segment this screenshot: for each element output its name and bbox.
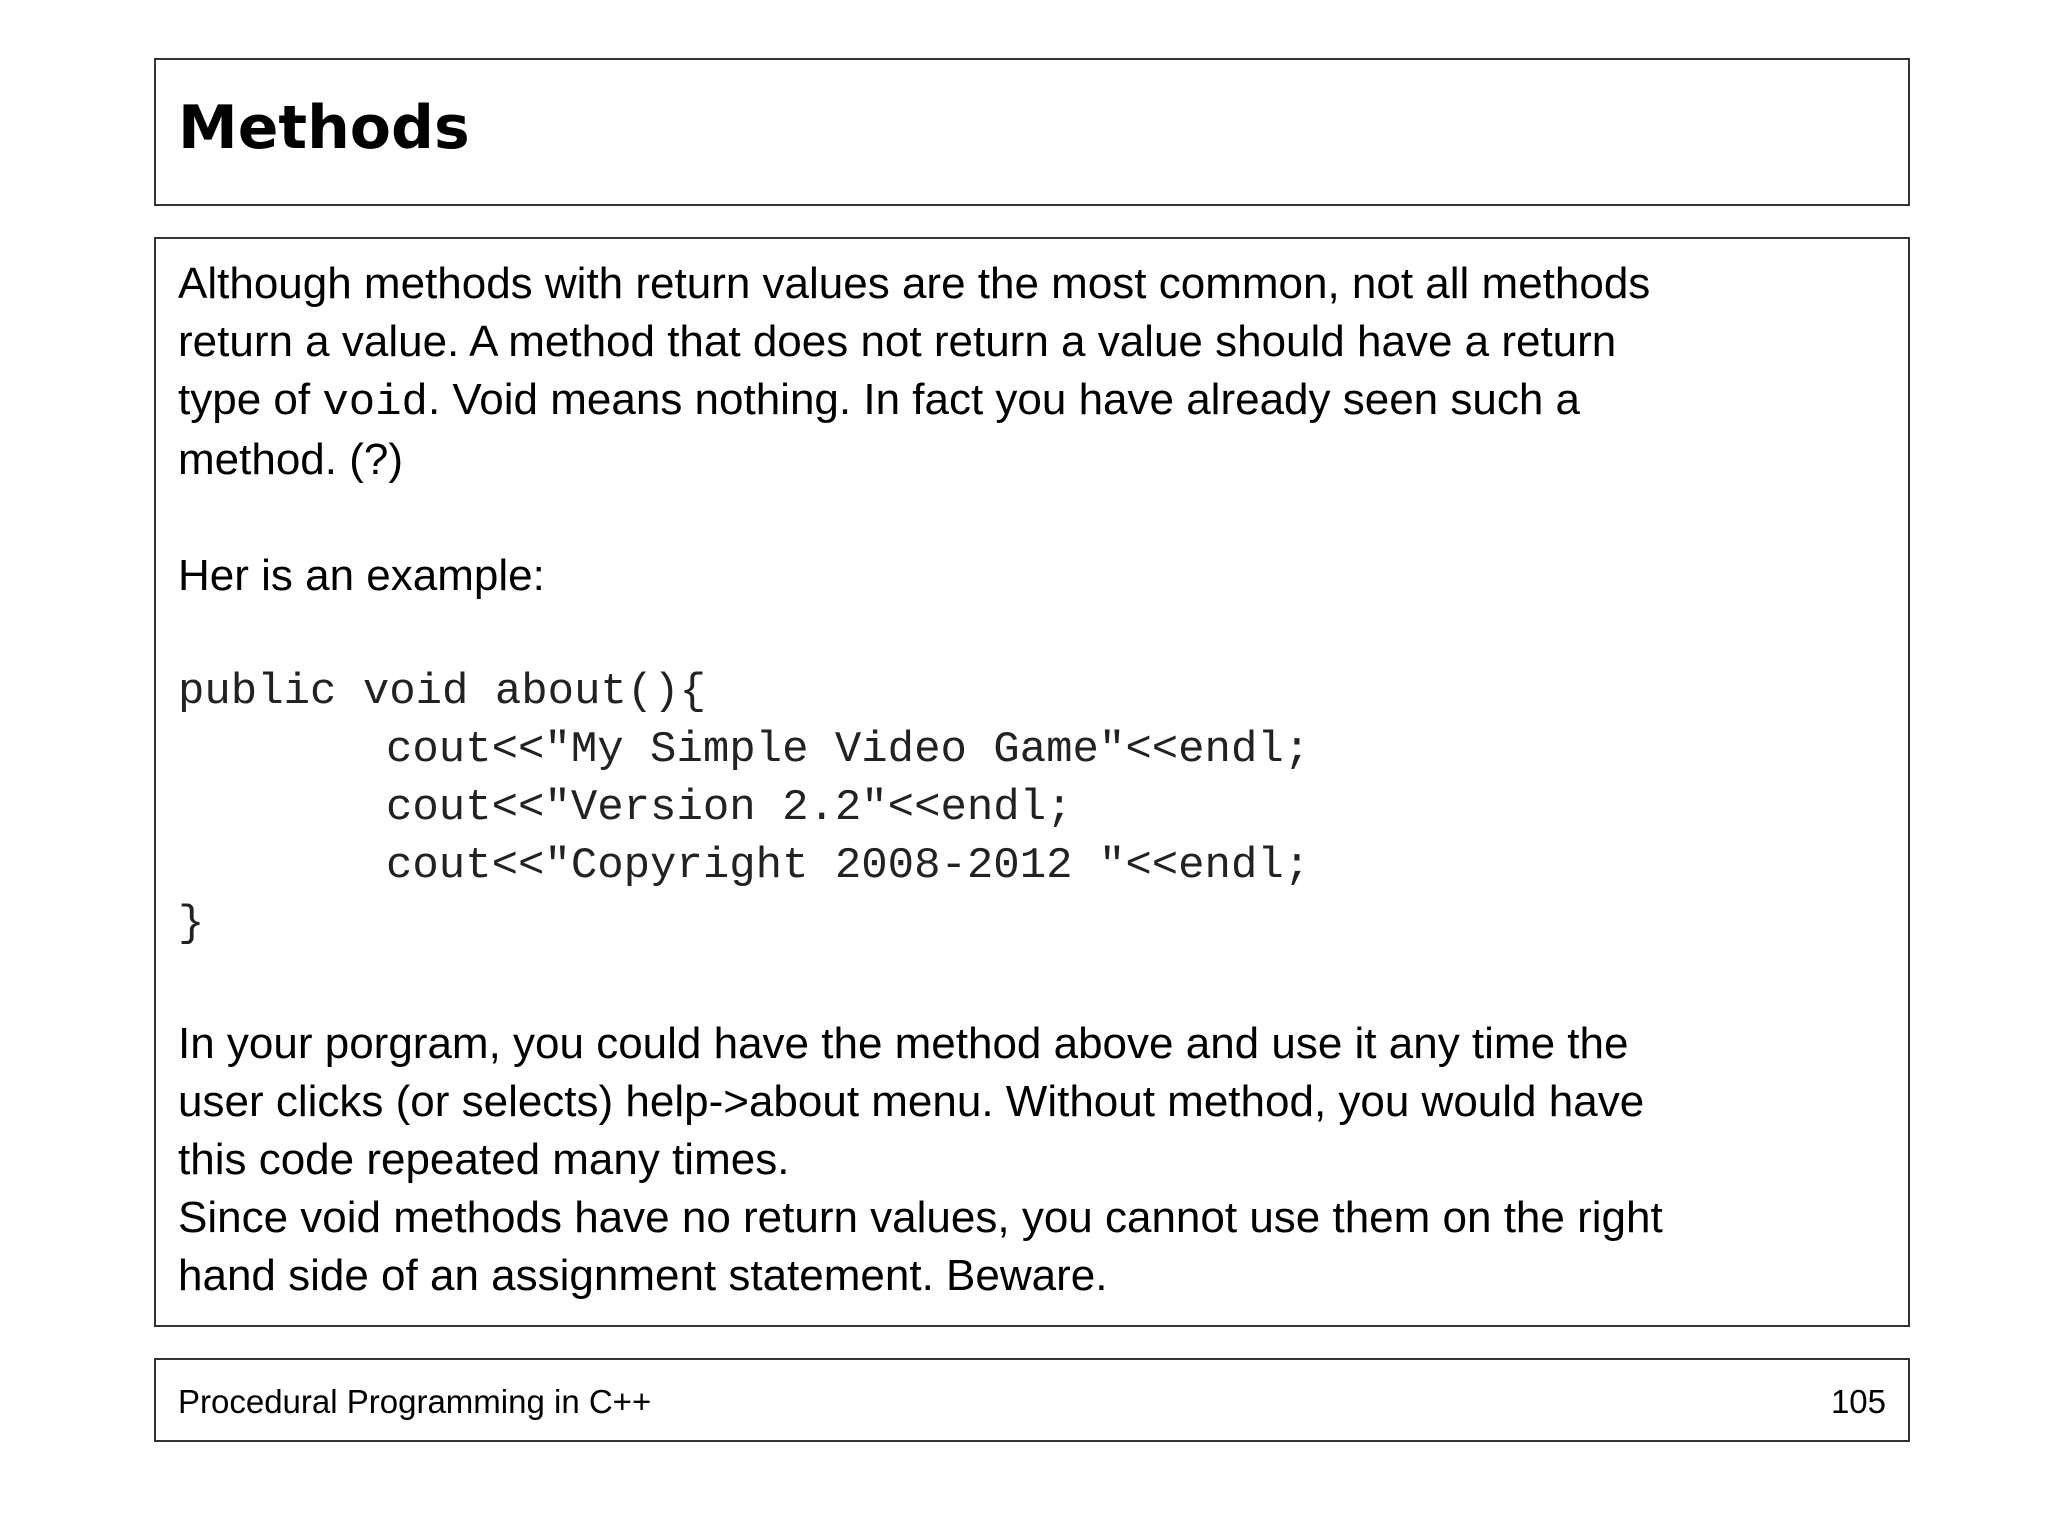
- code-line: cout<<"Copyright 2008-2012 "<<endl;: [386, 841, 1311, 891]
- footer-box: [154, 1358, 1910, 1442]
- paragraph-intro: [178, 255, 1650, 432]
- text-line: hand side of an assignment statement. Beware.: [178, 1251, 1108, 1300]
- code-line: public void about(){: [178, 667, 707, 717]
- title-box: [154, 58, 1910, 206]
- paragraph-usage: [178, 1015, 1644, 1189]
- text-line: return a value. A method that does not return a value should have a return: [178, 317, 1617, 366]
- footer-course-title: Procedural Programming in C++: [178, 1383, 652, 1420]
- paragraph-warning: [178, 1189, 1663, 1305]
- text-line: Although methods with return values are the most common, not all methods: [178, 259, 1651, 308]
- inline-code-void: void: [322, 378, 428, 428]
- text-fragment: type of: [178, 375, 323, 424]
- code-line: cout<<"My Simple Video Game"<<endl;: [386, 725, 1311, 775]
- code-line: cout<<"Version 2.2"<<endl;: [386, 783, 1073, 833]
- text-line: user clicks (or selects) help->about menu. Without method, you would have: [178, 1077, 1645, 1126]
- paragraph-intro-end: method. (?): [178, 435, 403, 484]
- slide-title: Methods: [178, 93, 470, 163]
- text-line: In your porgram, you could have the method above and use it any time the: [178, 1019, 1629, 1068]
- text-fragment: . Void means nothing. In fact you have already seen such a: [427, 375, 1581, 424]
- text-line: Since void methods have no return values, you cannot use them on the right: [178, 1193, 1663, 1242]
- text-line: [178, 371, 1650, 432]
- paragraph-example-label: Her is an example:: [178, 551, 545, 600]
- code-line: }: [178, 899, 205, 949]
- text-line: this code repeated many times.: [178, 1135, 790, 1184]
- page-number: 105: [1830, 1383, 1886, 1420]
- code-block: [178, 663, 1310, 953]
- content-box: [154, 237, 1910, 1327]
